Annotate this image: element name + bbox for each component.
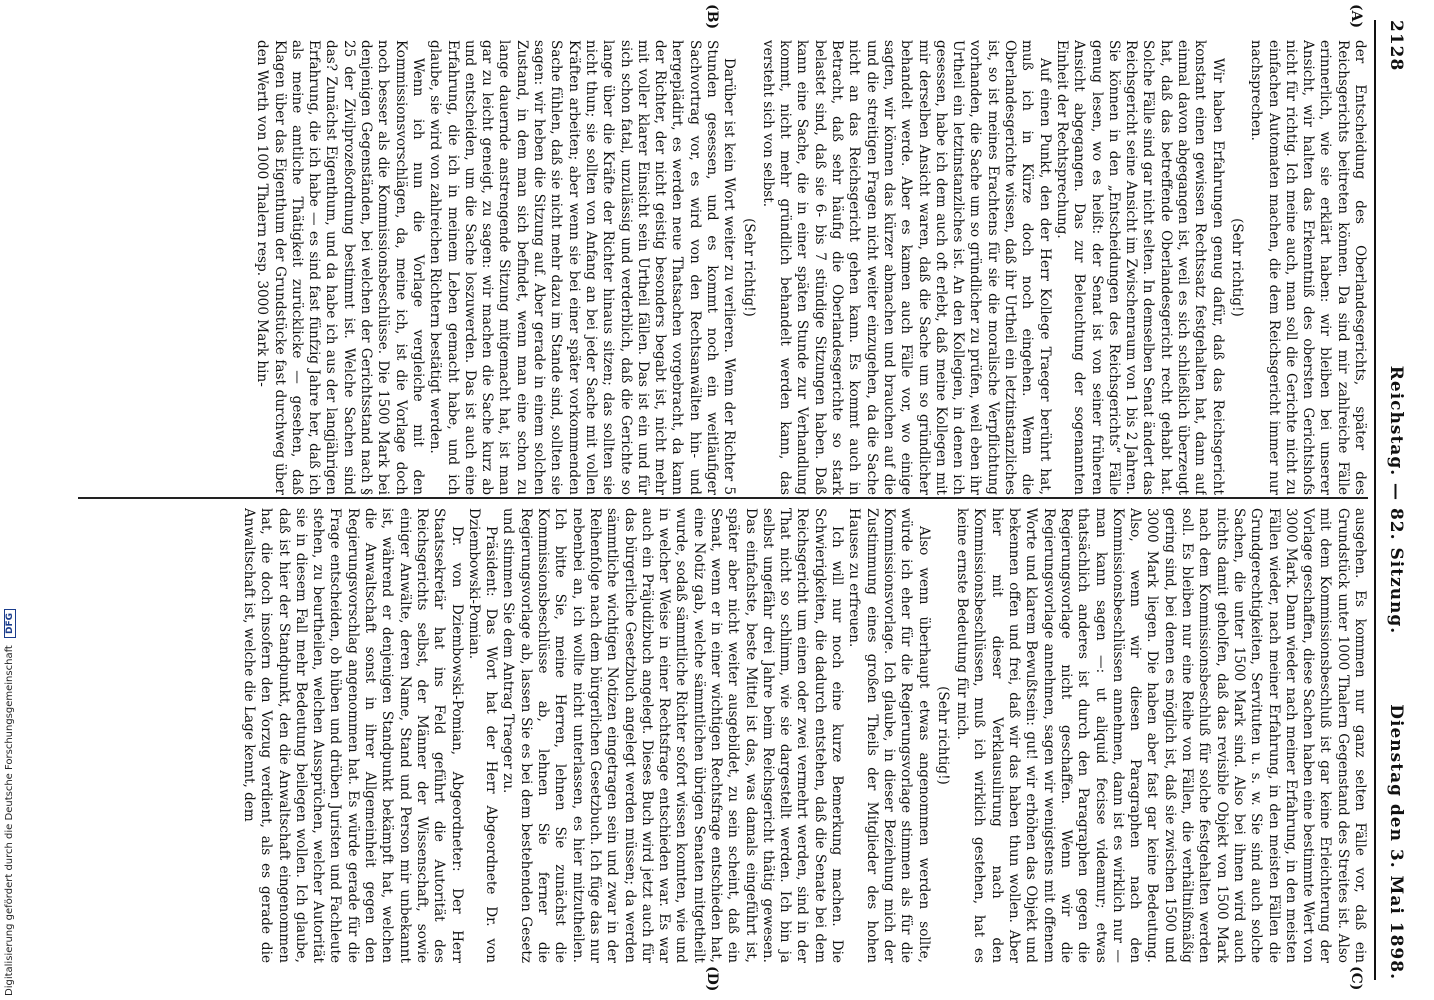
left-column <box>78 40 1368 495</box>
digitization-credit <box>4 609 16 996</box>
margin-marker-b: (B) <box>704 4 720 30</box>
margin-marker-c: (C) <box>1348 966 1364 991</box>
column-divider <box>78 497 1368 499</box>
document-page <box>40 0 1420 1000</box>
interjection: (Sehr richtig!) <box>1228 218 1245 317</box>
paragraph: Auf einen Punkt, den der Herr Kollege Traeger berührt hat, muß ich in Kürze doch noch eingehen. Wenn die Oberlandesgerichte wissen, daß ihr Urtheil ein letztinstanzliches ist, so ist meines Erachtens für sie die moralische Verpflichtung vorhanden, die Sache um so gründlicher zu prüfen, weil eben ihr Urtheil ein letztinstanzliches ist. An den Kollegien, in denen ich gesessen, habe ich dem auch oft erlebt, daß meine Kollegen mit mir derselben Ansicht waren, daß die Sache um so gründlicher behandelt werde. Aber es kamen auch Fälle vor, wo einige sagten, wir können das kürzer abmachen und brauchen auf die und die streitigen Fragen nicht weiter einzugehen, da die Sache nicht an das Reichsgericht gehen kann. Es kommt auch in Betracht, daß sehr häufig die Oberlandesgerichte so stark belastet sind, daß sie 6- bis 7 stündige Sitzungen haben. Daß kann eine Sache, die in einer späten Stunde zur Verhandlung kommt, nicht mehr gründlich behandelt werden kann, das versteht sich von selbst. <box>759 40 1053 495</box>
credit-text: Digitalisierung gefördert durch die Deutsche Forschungsgemeinschaft <box>4 645 15 996</box>
paragraph: Also wenn überhaupt etwas angenommen werden sollte, würde ich eher für die Regierungsvorlage stimmen als für die Kommissionsvorlage. Ich glaube, in dieser Beziehung mich der Zustimmung eines großen Theils der Mitglieder des hohen Hauses zu erfreuen. <box>846 508 932 963</box>
header-rule <box>1374 20 1376 980</box>
paragraph: Dr. von Dziembowski-Pomian, Abgeordneter: Der Herr Staatssekretär hat ins Feld geführt die Autorität des Reichsgerichts selbst, der Männer der Wissenschaft, sowie einiger Anwälte, deren Name, Stand und Person mir unbekannt ist, während er denjenigen Standpunkt bekämpft hat, welchen die Anwaltschaft sonst in ihrer Allgemeinheit gegen den Regierungsvorschlag angenommen hat. Es würde gerade für die Frage entscheiden, ob hüben und drüben Juristen und Fachleute stehen, zu beurtheilen, welchen Aussprüchen, welcher Autorität sie in diesem Fall mehr Bedeutung beilegen wollen. Ich glaube, daß ist hier der Standpunkt, den die Anwaltschaft eingenommen hat, die doch insofern den Vorzug verdient, als es gerade die Anwaltschaft ist, welche die Lage kennt, dem <box>241 508 465 963</box>
paragraph: ausgehen. Es kommen nur ganz selten Fälle vor, daß ein Grundstück unter 1000 Thalern Gegenstand des Streites ist. Also mit dem Kommissionsbeschluß ist gar keine Erleichterung der Vorlage geschaffen, diese Sachen haben eine bestimmte Wert von 3000 Mark. Dann wieder nach meiner Erfahrung, in den meisten Fällen wieder, nach meiner Erfahrung, in den meisten Fällen die Grundgerechtigkeiten, Servituten u. s. w. Sie sind auch solche Sachen, die unter 1500 Mark sind. Also bei ihnen wird auch nichts damit geholfen, daß das revisible Objekt von 1500 Mark nach dem Kommissionsbeschluß für solche festgehalten werden soll. Es bleiben nur eine Reihe von Fällen, die verhältnißmäßig gering sind, bei denen es möglich ist, daß sie zwischen 1500 und 3000 Mark liegen. Die haben aber fast gar keine Bedeutung. Also, wenn wir diesen Paragraphen nach den Kommissionsbeschlüssen annehmen, dann ist es wirklich nur — man kann sagen —: ut aliquid fecisse videamur; etwas thatsächlich anderes ist durch den Paragraphen gegen die Regierungsvorlage nicht geschaffen. Wenn wir die Regierungsvorlage annehmen, sagen wir wenigstens mit offenem Worte und klarem Bewußtsein: gut! wir erhöhen das Objekt und bekennen offen und frei, daß wir das haben thun wollen. Aber hier mit dieser Verklausulirung nach den Kommissionsbeschlüssen, muß ich wirklich gestehen, hat es keine ernste Bedeutung für mich. <box>954 508 1368 963</box>
page-title: Reichstag. — 82. Sitzung. <box>1386 365 1406 635</box>
session-date: Dienstag den 3. Mai 1898. <box>1386 704 1406 980</box>
margin-marker-d: (D) <box>704 966 720 992</box>
page-header <box>1378 20 1406 980</box>
paragraph: Wir haben Erfahrungen genug dafür, daß das Reichsgericht konstant einen gewissen Rechtssatz festgehalten hat, dann auf einmal davon abgegangen ist, weil es sich schließlich überzeugt hat, daß das betreffende Oberlandesgericht recht gehabt hat. Solche Fälle sind gar nicht selten. In demselben Senat ändert das Reichsgericht seine Ansicht im Zwischenraum von 1 bis 2 Jahren. Sie können in den „Entscheidungen des Reichsgerichts“ Fälle genug lesen, wo es heißt: der Senat ist von seiner früheren Ansicht abgegangen. Das zur Beleuchtung der sogenannten Einheit der Rechtsprechung. <box>1053 40 1226 495</box>
interjection: (Sehr richtig!) <box>740 218 757 317</box>
interjection: (Sehr richtig!) <box>934 686 951 785</box>
paragraph: Darüber ist kein Wort weiter zu verlieren. Wenn der Richter 5 Stunden gesessen, und es kommt noch ein weitläufiger Sachvortrag vor, es wird von den Rechtsanwälten hin- und hergeplädirt, es werden neue Thatsachen vorgebracht, da kann der Richter, der nicht geistig besonders begabt ist, nicht mehr mit voller klarer Einsicht sein Urtheil fällen. Das ist ein und für sich schon fatal, unzulässig und verderblich, daß die Gerichte so lange über die Kräfte der Richter hinaus sitzen; das sollten sie nicht thun; sie sollten von Anfang an bei jeder Sache mit vollen Kräften arbeiten; aber wenn sie bei einer später vorkommenden Sache fühlen, daß sie nicht mehr dazu im Stande sind, sollten sie sagen: wir heben die Sitzung auf. Aber gerade in einem solchen Zustand, in dem man sich befindet, wenn man eine schon zu lange dauernde anstrengende Sitzung mitgemacht hat, ist man gar zu leicht geneigt, zu sagen: wir machen die Sache kurz ab und entscheiden, um die Sache loszuwerden. Das ist auch eine Erfahrung, die ich in meinem Leben gemacht habe, und ich glaube, sie wird von zahlreichen Richtern bestätigt werden. <box>427 40 738 495</box>
paragraph: Wenn ich nun die Vorlage vergleiche mit den Kommissionsvorschlägen, da, meine ich, ist die Vorlage doch noch besser als die Kommissionsbeschlüsse. Die 1500 Mark bei denjenigen Gegenständen, bei welchen der Gerichtsstand nach § 25 der Zivilprozeßordnung bestimmt ist. Welche Sachen sind das? Zunächst Eigenthum, und da habe ich aus der langjährigen Erfahrung, die ich habe — es sind fast fünfzig Jahre her, daß ich als meine amtliche Thätigkeit zurücklicke — gesehen, daß Klagen über das Eigenthum der Grundstücke fast durchweg über den Werth von 1000 Thalern resp. 3000 Mark hin- <box>254 40 426 495</box>
president-remark: Präsident: Das Wort hat der Herr Abgeordnete Dr. von Dziembowski-Pomian. <box>465 508 500 963</box>
paragraph: Ich will nur noch eine kurze Bemerkung machen. Die Schwierigkeiten, die dadurch entstehen, daß die Senate bei dem Reichsgericht um einen oder zwei vermehrt werden, sind in der That nicht so schlimm, wie sie dargestellt werden. Ich bin ja selbst ungefähr drei Jahre beim Reichsgericht thätig gewesen. Das einfachste, beste Mittel ist das, was damals eingeführt ist, später aber nicht weiter ausgebildet, zu sein scheint, daß ein Senat, wenn er in einer wichtigen Rechtsfrage entschieden hat, eine Notiz gab, welche sämmtlichen übrigen Senaten mitgetheilt wurde, sodaß sämmtliche Richter sofort wissen konnten, wie und in welcher Weise in einer Rechtsfrage entschieden war. Es war auch ein Präjudizbuch angelegt. Dieses Buch wird jetzt auch für das bürgerliche Gesetzbuch angelegt werden müssen; da werden sämmtliche wichtigen Notizen eingetragen sein und zwar in der Reihenfolge nach dem bürgerlichen Gesetzbuch. Ich füge das nur nebenbei an, ich wollte nicht unterlassen, es hier mitzutheilen. Ich bitte Sie, meine Herren, lehnen Sie zunächst die Kommissionsbeschlüsse ab, lehnen Sie ferner die Regierungsvorlage ab, lassen Sie es bei dem bestehenden Gesetz und stimmen Sie dem Antrag Traeger zu. <box>500 508 846 963</box>
margin-marker-a: (A) <box>1348 4 1364 29</box>
paragraph: der Entscheidung des Oberlandesgerichts, später des Reichsgerichts beitreten können. Da sind mir zahlreiche Fälle erinnerlich, wie sie erklärt haben: wir bleiben bei unserer Ansicht, wir halten das Erkenntniß des obersten Gerichtshofs nicht für richtig. Ich meine auch, man soll die Gerichte nicht zu einfachen Automaten machen, die dem Reichsgericht immer nur nachsprechen. <box>1248 40 1368 495</box>
dfg-logo: DFG <box>4 609 16 638</box>
right-column <box>78 508 1368 963</box>
page-number: 2128 <box>1386 20 1406 72</box>
